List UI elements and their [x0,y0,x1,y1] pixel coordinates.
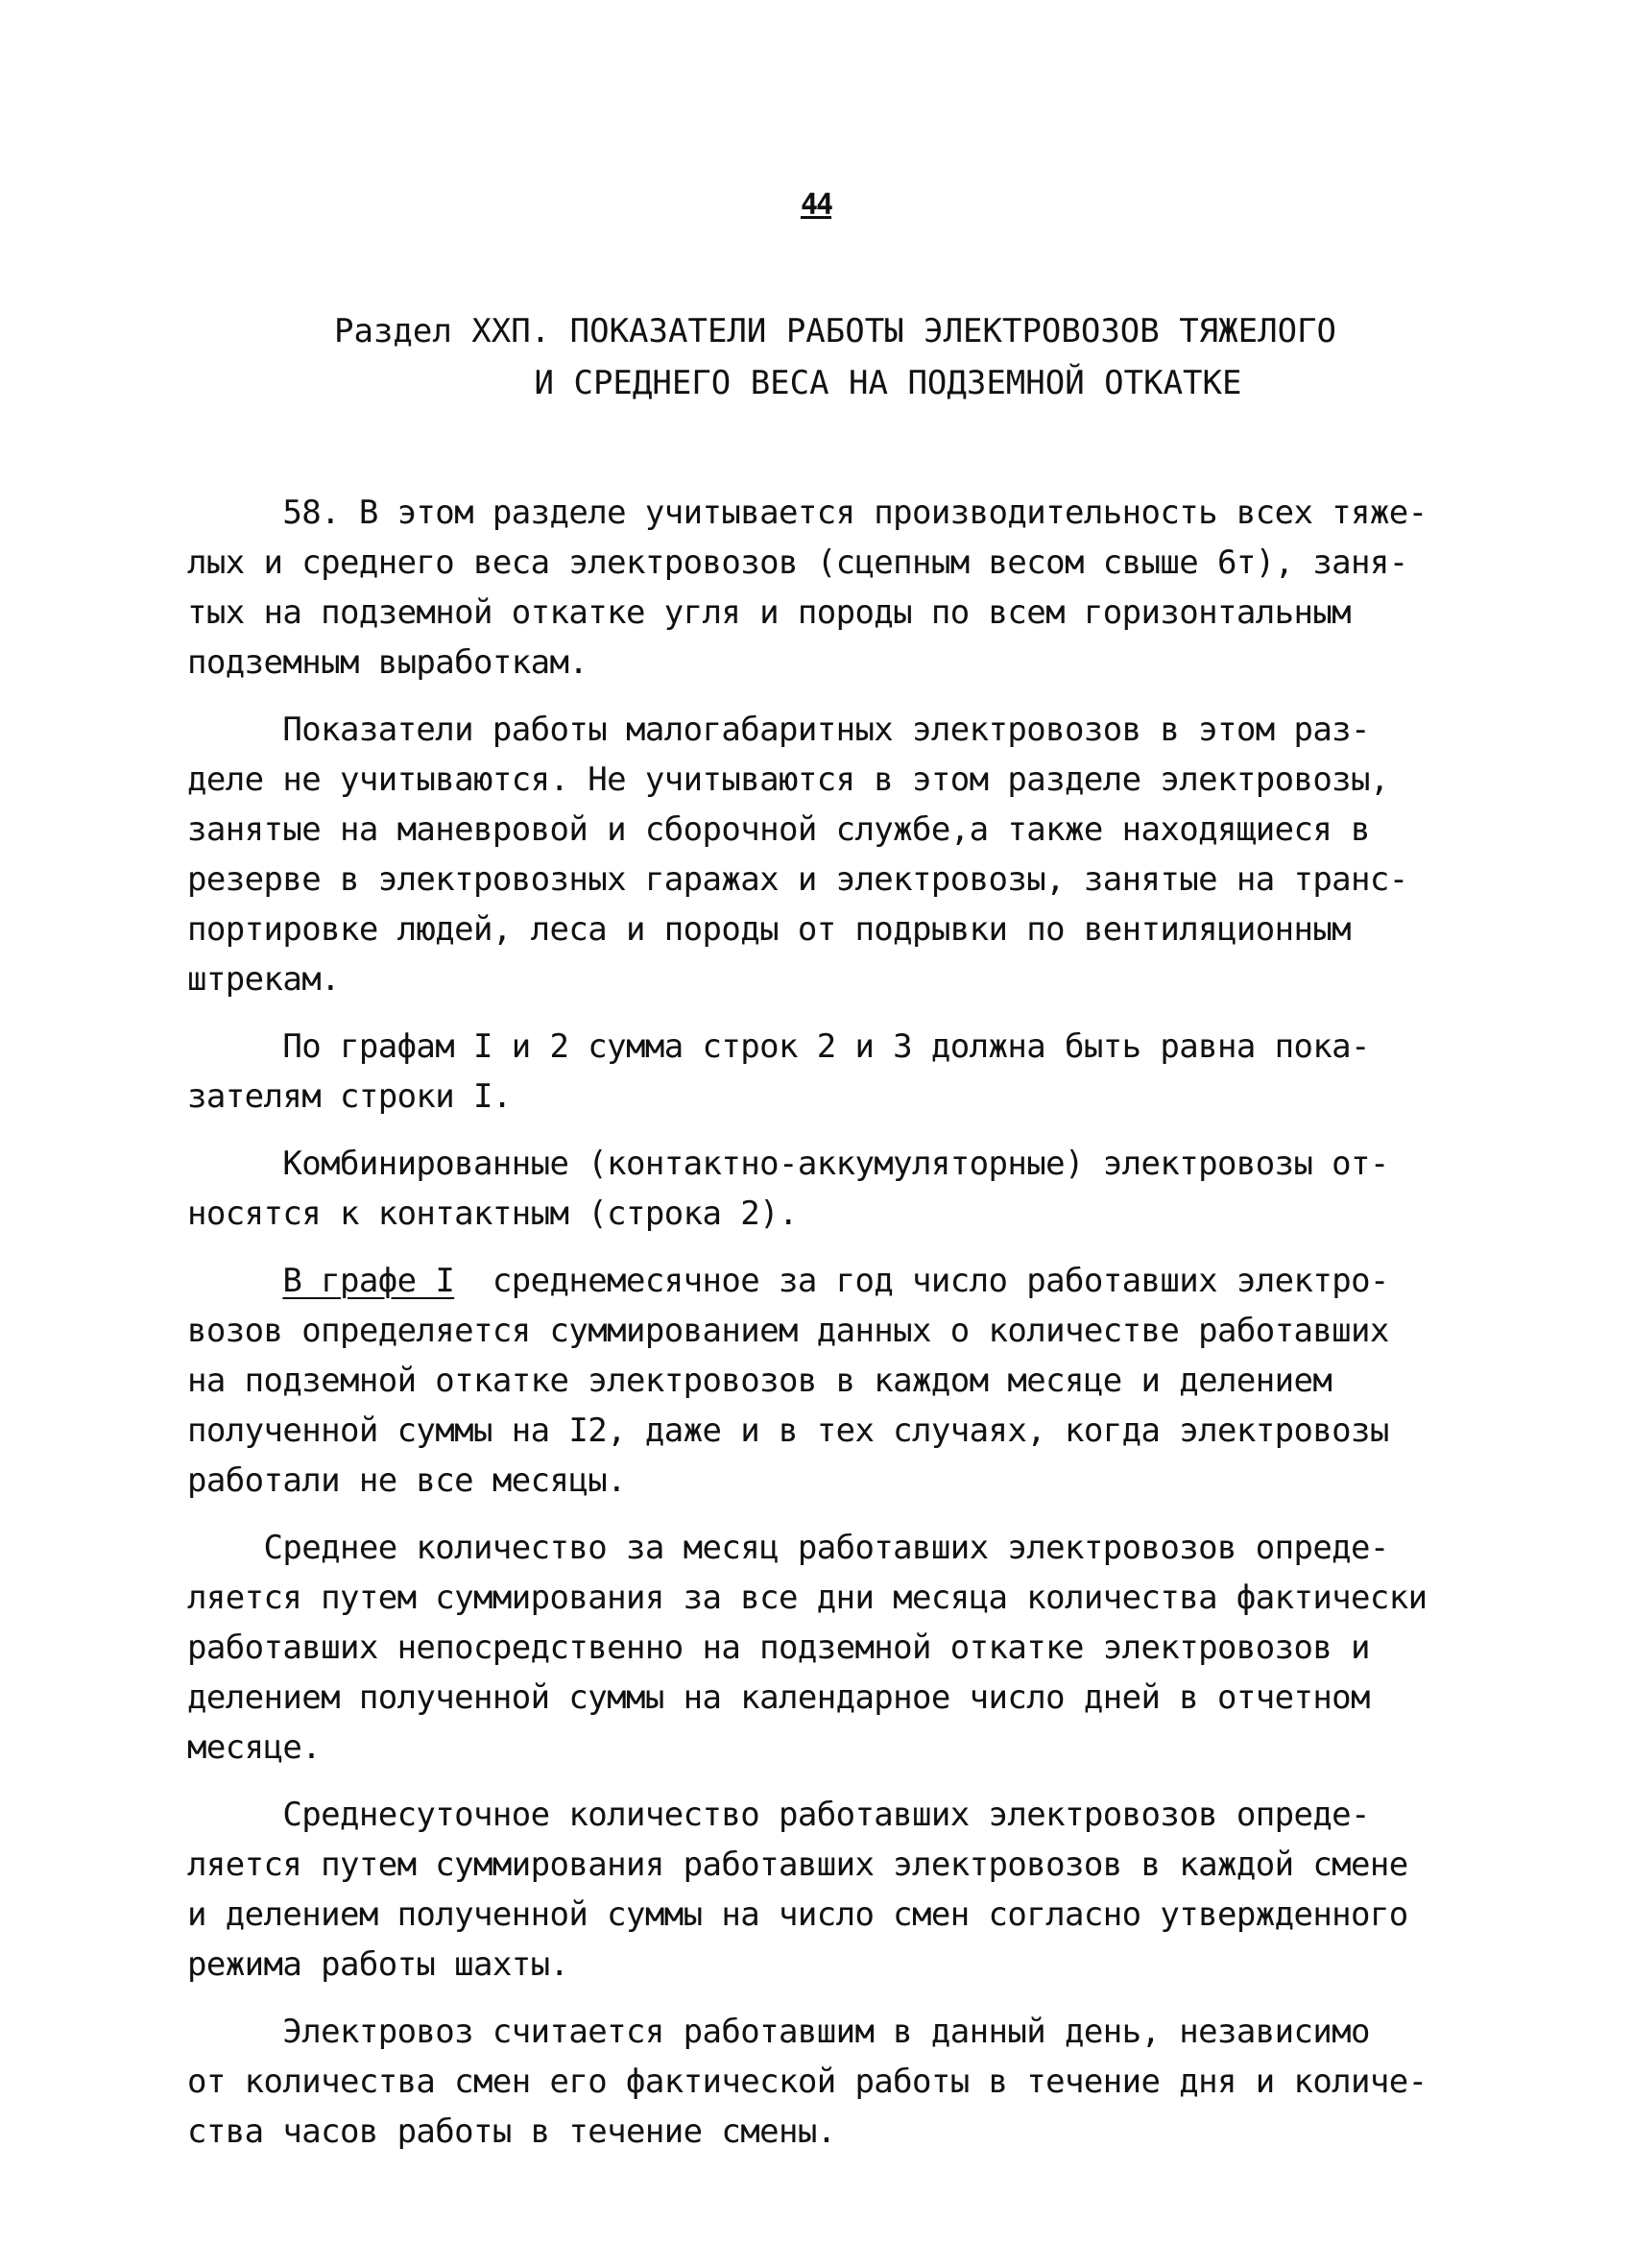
text-line: полученной суммы на I2, даже и в тех случаях, когда электровозы [187,1411,1389,1450]
text-line: Среднее количество за месяц работавших электровозов опреде- [187,1529,1389,1567]
paragraph-combined-locomotives [187,1139,1474,1239]
text-line [187,1256,1474,1306]
text-line: возов определяется суммированием данных о количестве работавших [187,1312,1389,1350]
text-line: штрекам. [187,960,340,999]
paragraph-daily-average [187,1790,1474,1990]
text-line: портировке людей, леса и породы от подрывки по вентиляционным [187,910,1352,949]
text-line: работали не все месяцы. [187,1461,627,1500]
body-text [187,488,1474,2174]
paragraph-working-day [187,2007,1474,2157]
text-line: Среднесуточное количество работавших электровозов опреде- [187,1796,1370,1834]
text-line: ства часов работы в течение смены. [187,2112,836,2151]
text-line: Показатели работы малогабаритных электровозов в этом раз- [187,711,1370,749]
text-line: По графам I и 2 сумма строк 2 и 3 должна быть равна пока- [187,1027,1370,1066]
text-line: деле не учитываются. Не учитываются в этом разделе электровозы, [187,760,1389,799]
text-line: занятые на маневровой и сборочной службе,а также находящиеся в [187,810,1370,849]
underlined-column-reference: В графе I [282,1262,455,1300]
page-number: 44 [800,188,832,222]
paragraph-column-1 [187,1256,1474,1506]
paragraph-columns-sum [187,1022,1474,1122]
text-line: резерве в электровозных гаражах и электровозы, занятые на транс- [187,860,1408,899]
text-line: работавших непосредственно на подземной откатке электровозов и [187,1629,1370,1667]
text-line: носятся к контактным (строка 2). [187,1194,798,1233]
text-line: ляется путем суммирования работавших электровозов в каждой смене [187,1846,1408,1884]
text-line: режима работы шахты. [187,1945,569,1984]
text-line: месяце. [187,1728,322,1767]
text-line: лых и среднего веса электровозов (сцепным весом свыше 6т), заня- [187,543,1408,582]
text-line: 58. В этом разделе учитывается производительность всех тяже- [187,494,1428,532]
text-line: подземным выработкам. [187,643,588,682]
text-line: ляется путем суммирования за все дни месяца количества фактически [187,1579,1428,1617]
section-heading [0,305,1632,409]
paragraph-58 [187,488,1474,688]
text-line: зателям строки I. [187,1077,512,1116]
text-line-rest: среднемесячное за год число работавших электро- [454,1262,1389,1300]
heading-line-1: Раздел ХХП. ПОКАЗАТЕЛИ РАБОТЫ ЭЛЕКТРОВОЗОВ ТЯЖЕЛОГО [334,312,1336,350]
text-line: Комбинированные (контактно-аккумуляторные) электровозы от- [187,1145,1389,1183]
paragraph-excluded-locomotives [187,705,1474,1004]
heading-line-2: И СРЕДНЕГО ВЕСА НА ПОДЗЕМНОЙ ОТКАТКЕ [534,364,1242,402]
paragraph-monthly-average [187,1523,1474,1773]
text-line: на подземной откатке электровозов в каждом месяце и делением [187,1362,1332,1400]
text-line: тых на подземной откатке угля и породы по всем горизонтальным [187,593,1352,632]
text-line: делением полученной суммы на календарное число дней в отчетном [187,1678,1370,1717]
text-line: Электровоз считается работавшим в данный день, независимо [187,2013,1370,2051]
text-line: от количества смен его фактической работы в течение дня и количе- [187,2063,1428,2101]
text-line: и делением полученной суммы на число смен согласно утвержденного [187,1895,1408,1934]
